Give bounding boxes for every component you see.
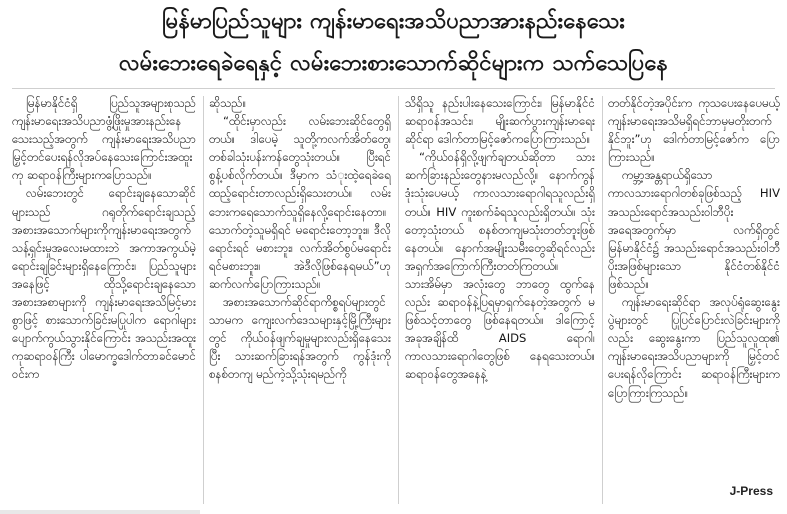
article-paragraph: ကမ္ဘာ့အန္တရာယ်ရှိသော ကာလသားရောဂါတစ်ခုဖြစ်သည့် HIV အသည်းရောင်အသည်းဝါဘီပိုး အရေအတွက်မှာ လက်ရှိတွင် မြန်မာနိုင်ငံ၌ အသည်းရောင်အသည်းဝါဘီပိုးအဖြစ်များသော နိုင်ငံတစ်နိုင်ငံဖြစ်သည်။ [608,168,780,291]
article-paragraph: “ကိုယ်ဝန်ရှိလို့ဖျက်ချတယ်ဆိုတာ သားဆက်ခြားနည်းတွေနားမလည်လို့။ နောက်ကွန်ဒုံးသုံးပေမယ့် ကာလသားရောဂါရသူလည်းရှိတယ်။ HIV ကူးစက်ခံရသူလည်းရှိတယ်။ သုံးတော့သုံးတယ် စနစ်တကျမသုံးတတ်ဘူးဖြစ်နေတယ်။ နောက်အမျိုးသမီးတွေဆိုရင်လည်း အရှက်အကြောက်ကြီးတတ်ကြတယ်။ သားအိမ်မှာ အလုံးတွေ ဘာတွေ ထွက်နေလည်း ဆရာဝန်နဲ့ပြရမှာရှက်နေတဲ့အတွက် မဖြစ်သင့်တာတွေ ဖြစ်နေရတယ်။ ဒါကြောင့် အခုအချိန်ထိ AIDS ရောဂါ၊ ကာလသားရောဂါတွေဖြစ် နေရသေးတယ်။ ဆရာဝန်တွေအနေနဲ့ [405,150,595,382]
article-column-4 [608,94,780,480]
article-paragraph: မြန်မာနိုင်ငံရှိ ပြည်သူအများစုသည် ကျန်းမာရေးအသိပညာဖွံ့ဖြိုးမှုအားနည်းနေသေးသည့်အတွက် ကျန်းမာရေးအသိပညာမြှင့်တင်ပေးရန်လိုအပ်နေသေးကြောင်းအထူးကု ဆရာဝန်ကြီးများကပြောသည်။ [12,96,196,183]
headline-line-2: လမ်းဘေးရေခဲရေနှင့် လမ်းဘေးစားသောက်ဆိုင်များက သက်သေပြနေ [118,51,669,76]
article-paragraph: အစားအသောက်ဆိုင်ရာကိစ္စရပ်များတွင်သာမက ကျေးလက်ဒေသများနှင့်မြို့ကြီးများတွင် ကိုယ်ဝန်ဖျက်ချမှုများလည်းရှိနေသေးပြီး သားဆက်ခြားရန်အတွက် ကွန်ဒုံးကိုစနစ်တကျ မည်ကဲ့သို့သုံးရမည်ကို [209,295,391,382]
source-credit: J-Press [729,484,773,498]
article-column-2 [209,94,391,506]
column-divider [602,96,603,504]
headline-divider [12,88,775,89]
column-divider [203,96,204,504]
headline-line-1: မြန်မာပြည်သူများ ကျန်းမာရေးအသိပညာအားနည်းနေသေး [161,9,625,34]
article-paragraph: “ထိုင်းမှာလည်း လမ်းဘေးဆိုင်တွေရှိတယ်။ ဒါပေမဲ့ သူတို့ကလက်အိတ်တွေ၊ တစ်ခါသုံးပန်းကန်တွေသုံးတယ်။ ပြီးရင် စွန့်ပစ်လိုက်တယ်။ ဒီမှာက သံုးထဲဲ့ရေခဲရေထည့်ရောင်းတာလည်းရှိသေးတယ်။ လမ်းဘေးကရေသောက်သူရှိနေလို့ရောင်းနေတာ။ သောက်တဲ့သူမရှိရင် မရောင်းတော့ဘူး။ ဒီလိုရောင်းရင် မစားဘူး၊ လက်အိတ်စွပ်မရောင်းရင်မစားဘူး။ အဲဒီလိုဖြစ်နေရမယ်”ဟု ဆက်လက်ပြောကြားသည်။ [209,114,391,291]
article-column-1 [12,94,196,506]
article-paragraph: ဆိုသည်။ [209,96,247,110]
article-paragraph: သိရှိသူ နည်းပါးနေသေးကြောင်း၊ မြန်မာနိုင်ငံဆရာဝန်အသင်း၊ မျိုးဆက်ပွားကျန်းမာရေးဆိုင်ရာ ဒေါက်တာမြင့်ဇော်ကပြောကြားသည်။ [405,96,595,147]
article-paragraph: လမ်းဘေးတွင် ရောင်းချနေသောဆိုင်များသည် ဂရုတိုက်ရောင်းချသည့်အစားအသောက်များကိုကျန်းမာရေးအတွက် သန့်ရှင်းမှုအလေးမထားဘဲ အကာအကွယ်မဲ့ရောင်းချခြင်းများရှိနေကြောင်း၊ ပြည်သူများအနေဖြင့် ထိုသို့ရောင်းချနေသော အစားအစာများကို ကျန်းမာရေးအသိမြင့်မားစွာဖြင့် စားသောက်ခြင်းမပြုပါက ရောဂါများ ပျောက်ကွယ်သွားနိုင်ကြောင်း အသည်းအထူးကုဆရာဝန်ကြီး ပါမောက္ခဒေါက်တာခင်မောင်ဝင်းက [12,186,196,382]
article-column-3 [405,94,595,506]
page-edge-strip [0,510,200,514]
article-paragraph: တတ်နိုင်တဲ့အပိုင်းက ကုသပေးနေပေမယ့် ကျန်းမာရေးအသိမရှိရင်ဘာမှမတိုးတက်နိုင်ဘူး”ဟု ဒေါက်တာမြင့်ဇော်က ပြောကြားသည်။ [608,96,780,165]
column-divider [398,96,399,504]
article-paragraph: ကျန်းမာရေးဆိုင်ရာ အလုပ်ရုံဆွေးနွေးပွဲများတွင် ပြုပြင်ပြောင်းလဲခြင်းများကိုလည်း ဆွေးနွေးကာ ပြည်သူလူထု၏ ကျန်းမာရေးအသိပညာများကို မြှင့်တင်ပေးရန်လိုကြောင်း ဆရာဝန်ကြီးများက ပြောကြားကြသည်။ [608,295,780,400]
